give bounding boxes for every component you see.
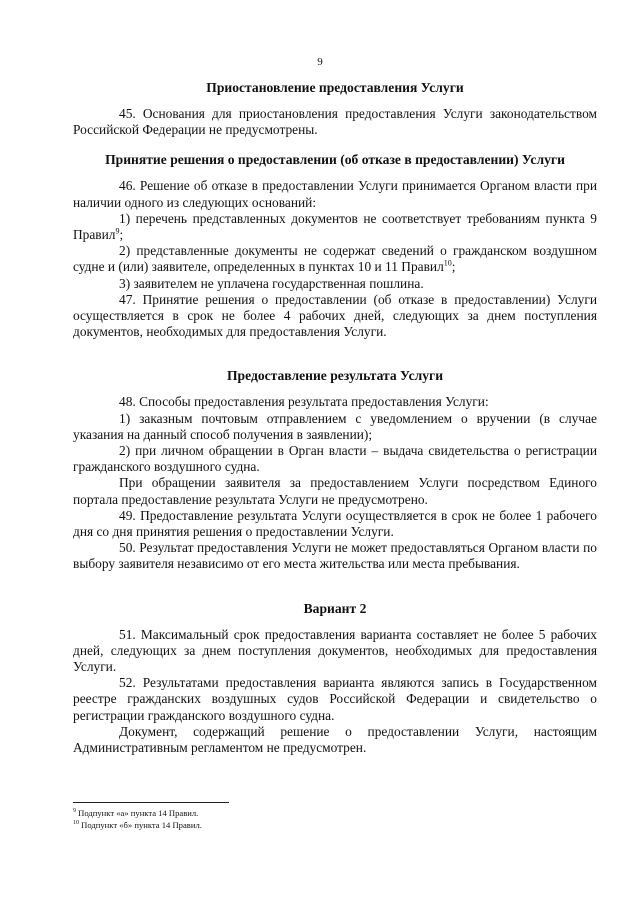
heading-decision: Принятие решения о предоставлении (об отказе в предоставлении) Услуги: [105, 152, 565, 168]
footnote-divider: [73, 802, 229, 803]
page-number: 9: [317, 56, 323, 68]
paragraph-47: 47. Принятие решения о предоставлении (об отказе в предоставлении) Услуги осуществляется в срок не более 4 рабочих дней, следующих за днем поступления документов, необходимых для предоставления Услуги.: [73, 291, 597, 340]
paragraph-46-1-end: ;: [119, 227, 124, 243]
paragraph-46: 46. Решение об отказе в предоставлении Услуги принимается Органом власти при наличии одного из следующих оснований:: [73, 178, 597, 210]
heading-result: Предоставление результата Услуги: [226, 368, 444, 384]
paragraph-46-3: 3) заявителем не уплачена государственная пошлина.: [119, 275, 424, 291]
page-content: [73, 80, 597, 756]
paragraph-48-2: 2) при личном обращении в Орган власти – выдача свидетельства о регистрации гражданского воздушного судна.: [73, 443, 597, 475]
paragraph-49: 49. Предоставление результата Услуги осуществляется в срок не более 1 рабочего дня со дня принятия решения о предоставлении Услуги.: [73, 507, 597, 540]
paragraph-48-1: 1) заказным почтовым отправлением с уведомлением о вручении (в случае указания на данный способ получения в заявлении);: [73, 410, 597, 442]
footnote-10: [73, 819, 593, 831]
footnote-mark: 10: [73, 820, 79, 827]
paragraph-48-3: При обращении заявителя за предоставлением Услуги посредством Единого портала предоставление результата Услуги не предусмотрено.: [73, 475, 597, 507]
paragraph-50: 50. Результат предоставления Услуги не может предоставляться Органом власти по выбору заявителя независимо от его места жительства или места пребывания.: [73, 540, 597, 572]
paragraph-46-2: [73, 243, 597, 275]
heading-variant-2: Вариант 2: [303, 600, 367, 616]
paragraph-46-1-text: 1) перечень представленных документов не соответствует требованиям пункта 9 Правил: [73, 210, 597, 243]
paragraph-46-2-text: 2) представленные документы не содержат сведений о гражданском воздушном судне и (или) заявителе, определенных в пунктах 10 и 11 Правил: [73, 243, 597, 275]
footnote-mark: 9: [73, 808, 76, 815]
footnote-ref-9: 9: [115, 226, 120, 236]
footnote-text: Подпункт «а» пункта 14 Правил.: [76, 808, 199, 818]
footnotes: [73, 807, 593, 831]
paragraph-46-2-end: ;: [451, 259, 456, 275]
heading-suspension: Приостановление предоставления Услуги: [206, 80, 464, 95]
paragraph-51: 51. Максимальный срок предоставления варианта составляет не более 5 рабочих дней, следующих за днем поступления документов, необходимых для предоставления Услуги.: [73, 626, 597, 675]
paragraph-46-1: [73, 211, 597, 243]
paragraph-45: 45. Основания для приостановления предоставления Услуги законодательством Российской Федерации не предусмотрены.: [73, 106, 597, 138]
paragraph-48: 48. Способы предоставления результата предоставления Услуги:: [119, 394, 489, 410]
footnote-ref-10: 10: [443, 258, 452, 268]
footnote-9: [73, 807, 593, 819]
paragraph-52: 52. Результатами предоставления варианта являются запись в Государственном реестре гражданских воздушных судов Российской Федерации и свидетельство о регистрации гражданского воздушного судна.: [73, 675, 597, 723]
footnote-text: Подпункт «б» пункта 14 Правил.: [79, 820, 202, 830]
paragraph-52-document: Документ, содержащий решение о предоставлении Услуги, настоящим Административным регламентом не предусмотрен.: [73, 723, 597, 756]
